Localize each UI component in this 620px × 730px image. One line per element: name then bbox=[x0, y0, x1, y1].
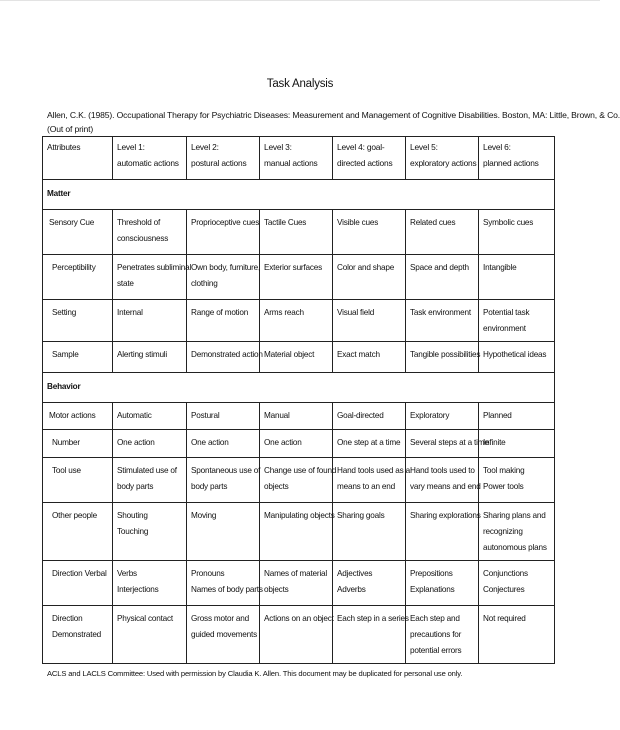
table-row bbox=[43, 561, 555, 606]
cell-text: Hand tools used as a bbox=[337, 466, 410, 475]
document-title: Task Analysis bbox=[266, 78, 334, 90]
cell-text: Visible cues bbox=[337, 218, 379, 227]
cell-text: One action bbox=[117, 438, 155, 447]
table-cell bbox=[260, 342, 333, 373]
cell-text: Sharing goals bbox=[337, 511, 385, 520]
table-cell bbox=[333, 255, 406, 300]
table-cell bbox=[406, 561, 479, 606]
table-cell bbox=[187, 606, 260, 664]
table-cell bbox=[479, 403, 555, 430]
attribute-cell bbox=[43, 342, 113, 373]
column-header bbox=[113, 137, 187, 180]
table-cell bbox=[479, 342, 555, 373]
table-cell bbox=[333, 342, 406, 373]
cell-text: Manual bbox=[264, 411, 290, 420]
table-cell bbox=[406, 606, 479, 664]
cell-text: Material object bbox=[264, 350, 315, 359]
table-row bbox=[43, 430, 555, 458]
cell-text: Sensory Cue bbox=[49, 218, 95, 227]
column-header bbox=[43, 137, 113, 180]
cell-text: Level 1: bbox=[117, 142, 145, 152]
table-row bbox=[43, 458, 555, 503]
cell-text: body parts bbox=[117, 482, 154, 491]
table-cell bbox=[406, 458, 479, 503]
cell-text: Moving bbox=[191, 511, 217, 520]
table-cell bbox=[406, 503, 479, 561]
cell-text: Names of body parts bbox=[191, 585, 263, 594]
cell-text: Hypothetical ideas bbox=[483, 350, 547, 359]
cell-text: state bbox=[117, 279, 134, 288]
cell-text: Postural bbox=[191, 411, 220, 420]
table-cell bbox=[406, 210, 479, 255]
cell-text: Number bbox=[52, 438, 80, 447]
attribute-cell bbox=[43, 300, 113, 342]
cell-text: Color and shape bbox=[337, 263, 395, 272]
cell-text: Intangible bbox=[483, 263, 517, 272]
cell-text: Exact match bbox=[337, 350, 380, 359]
attribute-cell bbox=[43, 503, 113, 561]
table-cell bbox=[479, 503, 555, 561]
cell-text: precautions for bbox=[410, 630, 462, 639]
cell-text: Goal-directed bbox=[337, 411, 384, 420]
cell-text: Level 6: bbox=[483, 142, 511, 152]
attribute-cell bbox=[43, 255, 113, 300]
cell-text: Other people bbox=[52, 511, 97, 520]
table-cell bbox=[479, 210, 555, 255]
cell-text: Level 2: bbox=[191, 142, 219, 152]
task-analysis-table bbox=[42, 136, 555, 664]
cell-text: Space and depth bbox=[410, 263, 469, 272]
cell-text: Each step in a series bbox=[337, 614, 409, 623]
table-cell bbox=[406, 255, 479, 300]
column-header bbox=[333, 137, 406, 180]
cell-text: Own body, furniture, bbox=[191, 263, 261, 272]
cell-text: Setting bbox=[52, 308, 77, 317]
table-cell bbox=[187, 561, 263, 606]
cell-text: Verbs bbox=[117, 569, 137, 578]
cell-text: Interjections bbox=[117, 585, 159, 594]
cell-text: Sharing explorations bbox=[410, 511, 481, 520]
column-header bbox=[479, 137, 555, 180]
cell-text: Range of motion bbox=[191, 308, 249, 317]
attribute-cell bbox=[43, 606, 113, 664]
cell-text: Physical contact bbox=[117, 614, 173, 623]
cell-text: Tangible possibilities bbox=[410, 350, 481, 359]
cell-text: Actions on an object bbox=[264, 614, 334, 623]
section-row bbox=[43, 180, 555, 210]
cell-text: manual actions bbox=[264, 158, 318, 168]
cell-text: objects bbox=[264, 482, 289, 491]
table-row bbox=[43, 255, 555, 300]
table-cell bbox=[187, 300, 260, 342]
cell-text: Level 4: goal- bbox=[337, 142, 385, 152]
citation-line: Allen, C.K. (1985). Occupational Therapy for Psychiatric Diseases: Measurement and Management of Cognitive Disabilities. Boston, MA: Little, Brown, & Co. bbox=[47, 110, 620, 120]
cell-text: Symbolic cues bbox=[483, 218, 534, 227]
cell-text: consciousness bbox=[117, 234, 169, 243]
table-cell bbox=[260, 430, 333, 458]
table-cell bbox=[333, 561, 406, 606]
table-cell bbox=[260, 561, 333, 606]
table-cell bbox=[113, 255, 192, 300]
attribute-cell bbox=[43, 210, 113, 255]
header-row bbox=[43, 137, 555, 180]
cell-text: autonomous plans bbox=[483, 543, 547, 552]
attribute-cell bbox=[43, 403, 113, 430]
cell-text: recognizing bbox=[483, 527, 523, 536]
table-cell bbox=[333, 606, 409, 664]
cell-text: One action bbox=[191, 438, 229, 447]
cell-text: directed actions bbox=[337, 158, 393, 168]
table-cell bbox=[479, 606, 555, 664]
attribute-cell bbox=[43, 561, 113, 606]
table-cell bbox=[406, 403, 479, 430]
cell-text: Power tools bbox=[483, 482, 524, 491]
table-cell bbox=[260, 210, 333, 255]
cell-text: Stimulated use of bbox=[117, 466, 177, 475]
table-cell bbox=[406, 342, 479, 373]
table-cell bbox=[260, 458, 337, 503]
cell-text: Alerting stimuli bbox=[117, 350, 168, 359]
cell-text: Several steps at a time bbox=[410, 438, 489, 447]
table-cell bbox=[260, 606, 333, 664]
cell-text: Spontaneous use of bbox=[191, 466, 261, 475]
cell-text: Demonstrated bbox=[52, 630, 102, 639]
table-cell bbox=[113, 210, 187, 255]
table-row bbox=[43, 342, 555, 373]
table-cell bbox=[260, 300, 333, 342]
cell-text: One action bbox=[264, 438, 302, 447]
cell-text: Adjectives bbox=[337, 569, 373, 578]
cell-text: Level 3: bbox=[264, 142, 292, 152]
table-cell bbox=[187, 342, 263, 373]
cell-text: Hand tools used to bbox=[410, 466, 475, 475]
cell-text: clothing bbox=[191, 279, 218, 288]
cell-text: Gross motor and bbox=[191, 614, 249, 623]
cell-text: postural actions bbox=[191, 158, 247, 168]
attribute-cell bbox=[43, 458, 113, 503]
cell-text: Manipulating objects bbox=[264, 511, 335, 520]
cell-text: Infinite bbox=[483, 438, 506, 447]
table-row bbox=[43, 300, 555, 342]
cell-text: Internal bbox=[117, 308, 143, 317]
table-cell bbox=[479, 561, 555, 606]
cell-text: Proprioceptive cues bbox=[191, 218, 260, 227]
table-row bbox=[43, 210, 555, 255]
table-cell bbox=[333, 503, 406, 561]
table-cell bbox=[479, 300, 555, 342]
cell-text: Automatic bbox=[117, 411, 152, 420]
table-cell bbox=[333, 430, 406, 458]
cell-text: Conjunctions bbox=[483, 569, 528, 578]
cell-text: Tool making bbox=[483, 466, 525, 475]
cell-text: Tool use bbox=[52, 466, 81, 475]
table-cell bbox=[113, 300, 187, 342]
table-cell bbox=[113, 458, 187, 503]
footer-note: ACLS and LACLS Committee: Used with permission by Claudia K. Allen. This document may be duplicated for personal use only. bbox=[47, 669, 463, 678]
cell-text: potential errors bbox=[410, 646, 462, 655]
attribute-cell bbox=[43, 430, 113, 458]
table-cell bbox=[333, 300, 406, 342]
cell-text: environment bbox=[483, 324, 526, 333]
cell-text: Task environment bbox=[410, 308, 471, 317]
column-header bbox=[187, 137, 260, 180]
table-cell bbox=[333, 403, 406, 430]
table-cell bbox=[113, 403, 187, 430]
cell-text: objects bbox=[264, 585, 289, 594]
cell-text: vary means and end bbox=[410, 482, 481, 491]
table-cell bbox=[113, 606, 187, 664]
cell-text: body parts bbox=[191, 482, 228, 491]
cell-text: planned actions bbox=[483, 158, 539, 168]
table-row bbox=[43, 403, 555, 430]
cell-text: Perceptibility bbox=[52, 263, 96, 272]
table-cell bbox=[187, 503, 260, 561]
cell-text: Exterior surfaces bbox=[264, 263, 323, 272]
cell-text: Change use of found bbox=[264, 466, 337, 475]
cell-text: Visual field bbox=[337, 308, 375, 317]
cell-text: Threshold of bbox=[117, 218, 161, 227]
cell-text: One step at a time bbox=[337, 438, 401, 447]
section-label: Matter bbox=[43, 180, 555, 210]
cell-text: Touching bbox=[117, 527, 149, 536]
citation-line: (Out of print) bbox=[47, 124, 94, 134]
table-row bbox=[43, 503, 555, 561]
table-cell bbox=[479, 255, 555, 300]
cell-text: Planned bbox=[483, 411, 512, 420]
cell-text: Not required bbox=[483, 614, 526, 623]
table-cell bbox=[333, 458, 410, 503]
column-header bbox=[260, 137, 333, 180]
cell-text: Attributes bbox=[47, 142, 81, 152]
table-cell bbox=[406, 300, 479, 342]
table-cell bbox=[187, 210, 260, 255]
table-cell bbox=[260, 255, 333, 300]
cell-text: Shouting bbox=[117, 511, 148, 520]
table-cell bbox=[187, 430, 260, 458]
column-header bbox=[406, 137, 479, 180]
cell-text: Names of material bbox=[264, 569, 328, 578]
citation bbox=[47, 108, 620, 136]
table-cell bbox=[333, 210, 406, 255]
table-cell bbox=[479, 430, 555, 458]
table-cell bbox=[479, 458, 555, 503]
cell-text: Sharing plans and bbox=[483, 511, 546, 520]
cell-text: Pronouns bbox=[191, 569, 225, 578]
table-cell bbox=[260, 503, 333, 561]
cell-text: Explanations bbox=[410, 585, 455, 594]
table-cell bbox=[113, 503, 187, 561]
table-cell bbox=[260, 403, 333, 430]
table-cell bbox=[406, 430, 489, 458]
table-cell bbox=[113, 342, 187, 373]
cell-text: Prepositions bbox=[410, 569, 453, 578]
cell-text: Direction Verbal bbox=[52, 569, 107, 578]
table-cell bbox=[187, 458, 260, 503]
cell-text: Each step and bbox=[410, 614, 460, 623]
cell-text: Adverbs bbox=[337, 585, 366, 594]
cell-text: Level 5: bbox=[410, 142, 438, 152]
cell-text: Exploratory bbox=[410, 411, 450, 420]
table-cell bbox=[113, 430, 187, 458]
cell-text: Demonstrated action bbox=[191, 350, 263, 359]
table-row bbox=[43, 606, 555, 664]
cell-text: automatic actions bbox=[117, 158, 179, 168]
table-cell bbox=[113, 561, 187, 606]
cell-text: Related cues bbox=[410, 218, 456, 227]
cell-text: Arms reach bbox=[264, 308, 304, 317]
cell-text: Tactile Cues bbox=[264, 218, 307, 227]
cell-text: Potential task bbox=[483, 308, 530, 317]
cell-text: Conjectures bbox=[483, 585, 525, 594]
cell-text: Direction bbox=[52, 614, 83, 623]
cell-text: guided movements bbox=[191, 630, 257, 639]
table-cell bbox=[187, 255, 260, 300]
section-row bbox=[43, 373, 555, 403]
cell-text: means to an end bbox=[337, 482, 395, 491]
table-cell bbox=[187, 403, 260, 430]
cell-text: Penetrates subliminal bbox=[117, 263, 192, 272]
cell-text: Sample bbox=[52, 350, 79, 359]
cell-text: exploratory actions bbox=[410, 158, 477, 168]
section-label: Behavior bbox=[43, 373, 555, 403]
cell-text: Motor actions bbox=[49, 411, 96, 420]
